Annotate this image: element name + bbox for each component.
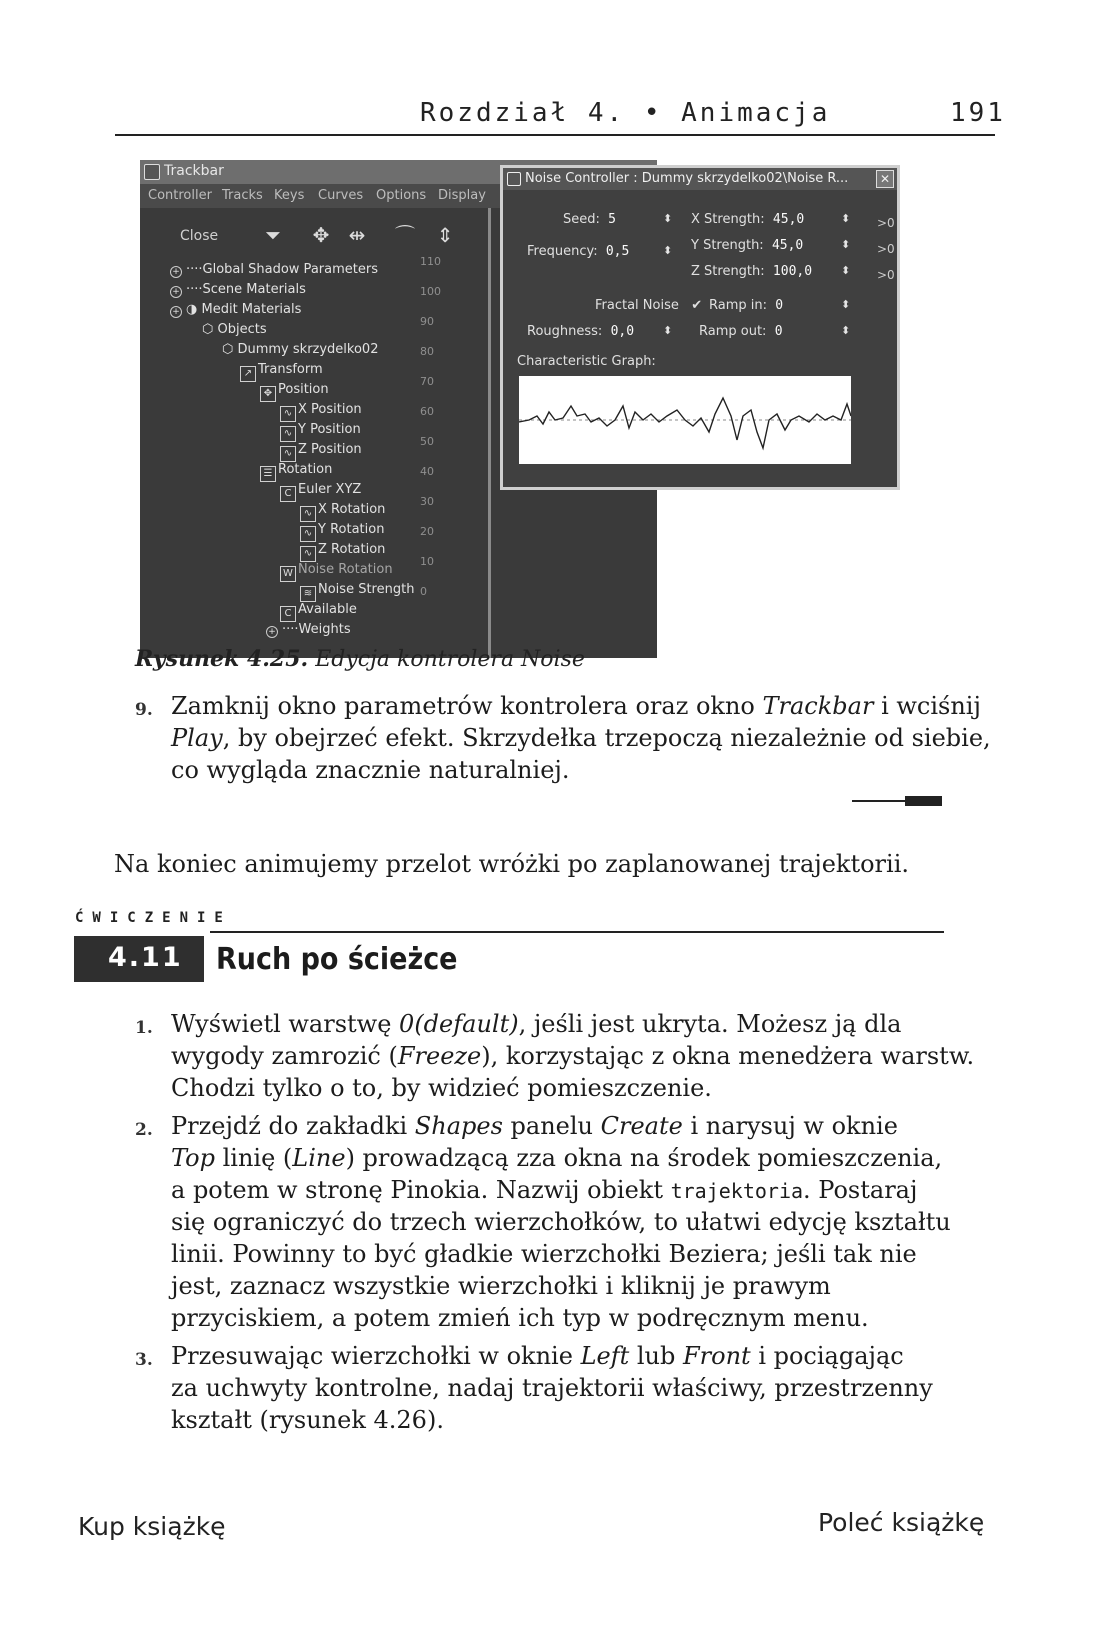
step-line: Wyświetl warstwę 0(default), jeśli jest ukryta. Możesz ją dla — [171, 1010, 902, 1038]
step-line: Przesuwając wierzchołki w oknie Left lub Front i pociągając — [171, 1342, 904, 1370]
step-number: 3. — [135, 1350, 153, 1370]
app-icon — [507, 172, 521, 186]
menu-controller: Controller — [148, 188, 212, 203]
y-strength-field: Y Strength: 45,0 — [691, 238, 804, 253]
ramp-in-field: Ramp in: 0 — [709, 298, 784, 313]
menu-options: Options — [376, 188, 427, 203]
trackbar-title: Trackbar — [164, 163, 224, 179]
tree-item: ∿ Y Position — [280, 420, 361, 440]
exercise-rule — [210, 931, 944, 933]
step-line: Chodzi tylko o to, by widzieć pomieszczenie. — [171, 1074, 712, 1102]
step-line: za uchwyty kontrolne, nadaj trajektorii właściwy, przestrzenny — [171, 1374, 933, 1402]
tree-item: C Euler XYZ — [280, 480, 361, 500]
roughness-field: Roughness: 0,0 — [527, 324, 635, 339]
step-line: linii. Powinny to być gładkie wierzchołki Beziera; jeśli tak nie — [171, 1240, 917, 1268]
tree-item: ≋ Noise Strength — [300, 580, 414, 600]
buy-book-link[interactable]: Kup książkę — [78, 1512, 226, 1541]
step-line: Przejdź do zakładki Shapes panelu Create i narysuj w oknie — [171, 1112, 898, 1140]
close-button: Close — [180, 228, 219, 244]
object-name: trajektoria — [670, 1179, 804, 1203]
menu-tracks: Tracks — [222, 188, 263, 203]
ramp-out-spinner-icon: ⬍ — [841, 324, 851, 337]
tree-item: + ····Weights — [266, 620, 351, 640]
step-line: kształt (rysunek 4.26). — [171, 1406, 444, 1434]
characteristic-graph — [519, 376, 851, 464]
menu-keys: Keys — [274, 188, 305, 203]
tree-item: ✥ Position — [260, 380, 329, 400]
x-strength-field: X Strength: 45,0 — [691, 212, 805, 227]
tree-item: + ····Scene Materials — [170, 280, 306, 300]
tree-item: C Available — [280, 600, 357, 620]
step-line: Zamknij okno parametrów kontrolera oraz okno Trackbar i wciśnij — [171, 692, 981, 720]
page-number: 191 — [950, 98, 1006, 128]
tree-item: ∿ X Position — [280, 400, 362, 420]
tree-item: ∿ Z Position — [280, 440, 362, 460]
tree-item: ∿ Z Rotation — [300, 540, 385, 560]
step-line: Play, by obejrzeć efekt. Skrzydełka trzepoczą niezależnie od siebie, — [171, 724, 991, 752]
y-strength-gt0: >0 — [877, 242, 895, 256]
graph-label: Characteristic Graph: — [517, 354, 656, 369]
move-keys-icon: ✥ — [312, 223, 330, 247]
step-number: 1. — [135, 1018, 153, 1038]
tree-item: ∿ X Rotation — [300, 500, 385, 520]
x-strength-spinner-icon: ⬍ — [841, 212, 851, 225]
noise-titlebar — [503, 168, 897, 190]
scale-values-icon: ⇕ — [436, 223, 454, 247]
x-strength-gt0: >0 — [877, 216, 895, 230]
seed-spinner-icon: ⬍ — [663, 212, 673, 225]
exercise-number: 4.11 — [108, 942, 183, 973]
tangent-icon: ⌒ — [395, 223, 415, 247]
check-icon: ✔ — [691, 298, 703, 313]
z-strength-field: Z Strength: 100,0 — [691, 264, 813, 279]
close-icon: ✕ — [876, 170, 894, 188]
step-line: co wygląda znacznie naturalniej. — [171, 756, 570, 784]
ramp-in-spinner-icon: ⬍ — [841, 298, 851, 311]
step-line: się ograniczyć do trzech wierzchołków, to ułatwi edycję kształtu — [171, 1208, 951, 1236]
step-line: jest, zaznacz wszystkie wierzchołki i kliknij je prawym — [171, 1272, 831, 1300]
tree-item: ⬡ Objects — [202, 322, 267, 337]
step-line: a potem w stronę Pinokia. Nazwij obiekt trajektoria. Postaraj — [171, 1176, 918, 1204]
noise-title: Noise Controller : Dummy skrzydelko02\Noise R... — [525, 171, 849, 186]
menu-curves: Curves — [318, 188, 364, 203]
step-line: Top linię (Line) prowadzącą zza okna na środek pomieszczenia, — [171, 1144, 943, 1172]
step-line: wygody zamrozić (Freeze), korzystając z okna menedżera warstw. — [171, 1042, 975, 1070]
tree-item: + ····Global Shadow Parameters — [170, 260, 378, 280]
step-number: 9. — [135, 700, 153, 720]
body-paragraph: Na koniec animujemy przelot wróżki po zaplanowanej trajektorii. — [114, 850, 910, 878]
exercise-number-box — [74, 936, 204, 982]
figure-caption — [135, 646, 585, 672]
fractal-noise-checkbox: Fractal Noise ✔ — [595, 298, 703, 313]
tree-item: ↗ Transform — [240, 360, 323, 380]
filter-icon: ⏷ — [265, 223, 281, 247]
tree-item: ⬡ Dummy skrzydelko02 — [222, 342, 379, 357]
noise-controller-dialog — [500, 165, 900, 490]
header-rule — [115, 134, 995, 136]
frequency-field: Frequency: 0,5 — [527, 244, 630, 259]
seed-field: Seed: 5 — [563, 212, 616, 227]
tree-item: + ◑ Medit Materials — [170, 300, 301, 320]
slide-keys-icon: ⇹ — [348, 223, 366, 247]
caption-label: Rysunek 4.25. — [135, 646, 309, 672]
y-strength-spinner-icon: ⬍ — [841, 238, 851, 251]
app-icon — [144, 164, 160, 180]
trackbar-toolbar — [140, 208, 505, 260]
step-number: 2. — [135, 1120, 153, 1140]
exercise-title: Ruch po ścieżce — [216, 942, 458, 977]
z-strength-gt0: >0 — [877, 268, 895, 282]
recommend-book-link[interactable]: Poleć książkę — [818, 1508, 985, 1537]
ramp-out-field: Ramp out: 0 — [699, 324, 783, 339]
frequency-spinner-icon: ⬍ — [663, 244, 673, 257]
running-title: Rozdział 4. • Animacja — [420, 98, 831, 128]
z-strength-spinner-icon: ⬍ — [841, 264, 851, 277]
step-line: przyciskiem, a potem zmień ich typ w podręcznym menu. — [171, 1304, 869, 1332]
controller-tree — [140, 260, 505, 658]
tree-item: W Noise Rotation — [280, 560, 393, 580]
menu-display: Display — [438, 188, 486, 203]
figure-screenshot: Trackbar Controller Tracks Keys Curves Options Display Close ⏷ ✥ ⇹ ⌒ ⇕ + ····Global Shadow Parameters + ····Scene Materials + ◑ Medit Materials ⬡ Objects ⬡ Dummy skrzydelko02 ↗ Transform ✥ Position ∿ X Position ∿ Y Position ∿ Z Position ☰ Rotation C Euler XYZ ∿ X Rotation ∿ Y Rotation ∿ Z Rotation W Noise Rotation ≋ Noise Strength C Available + ····Weights 110 100 90 80 70 60 50 40 30 20 10 0 — [140, 160, 657, 658]
section-end-marker — [905, 796, 942, 806]
roughness-spinner-icon: ⬍ — [663, 324, 673, 337]
exercise-label: ĆWICZENIE — [75, 910, 232, 926]
tree-item: ∿ Y Rotation — [300, 520, 384, 540]
caption-text: Edycja kontrolera Noise — [315, 647, 585, 672]
tree-item: ☰ Rotation — [260, 460, 332, 480]
